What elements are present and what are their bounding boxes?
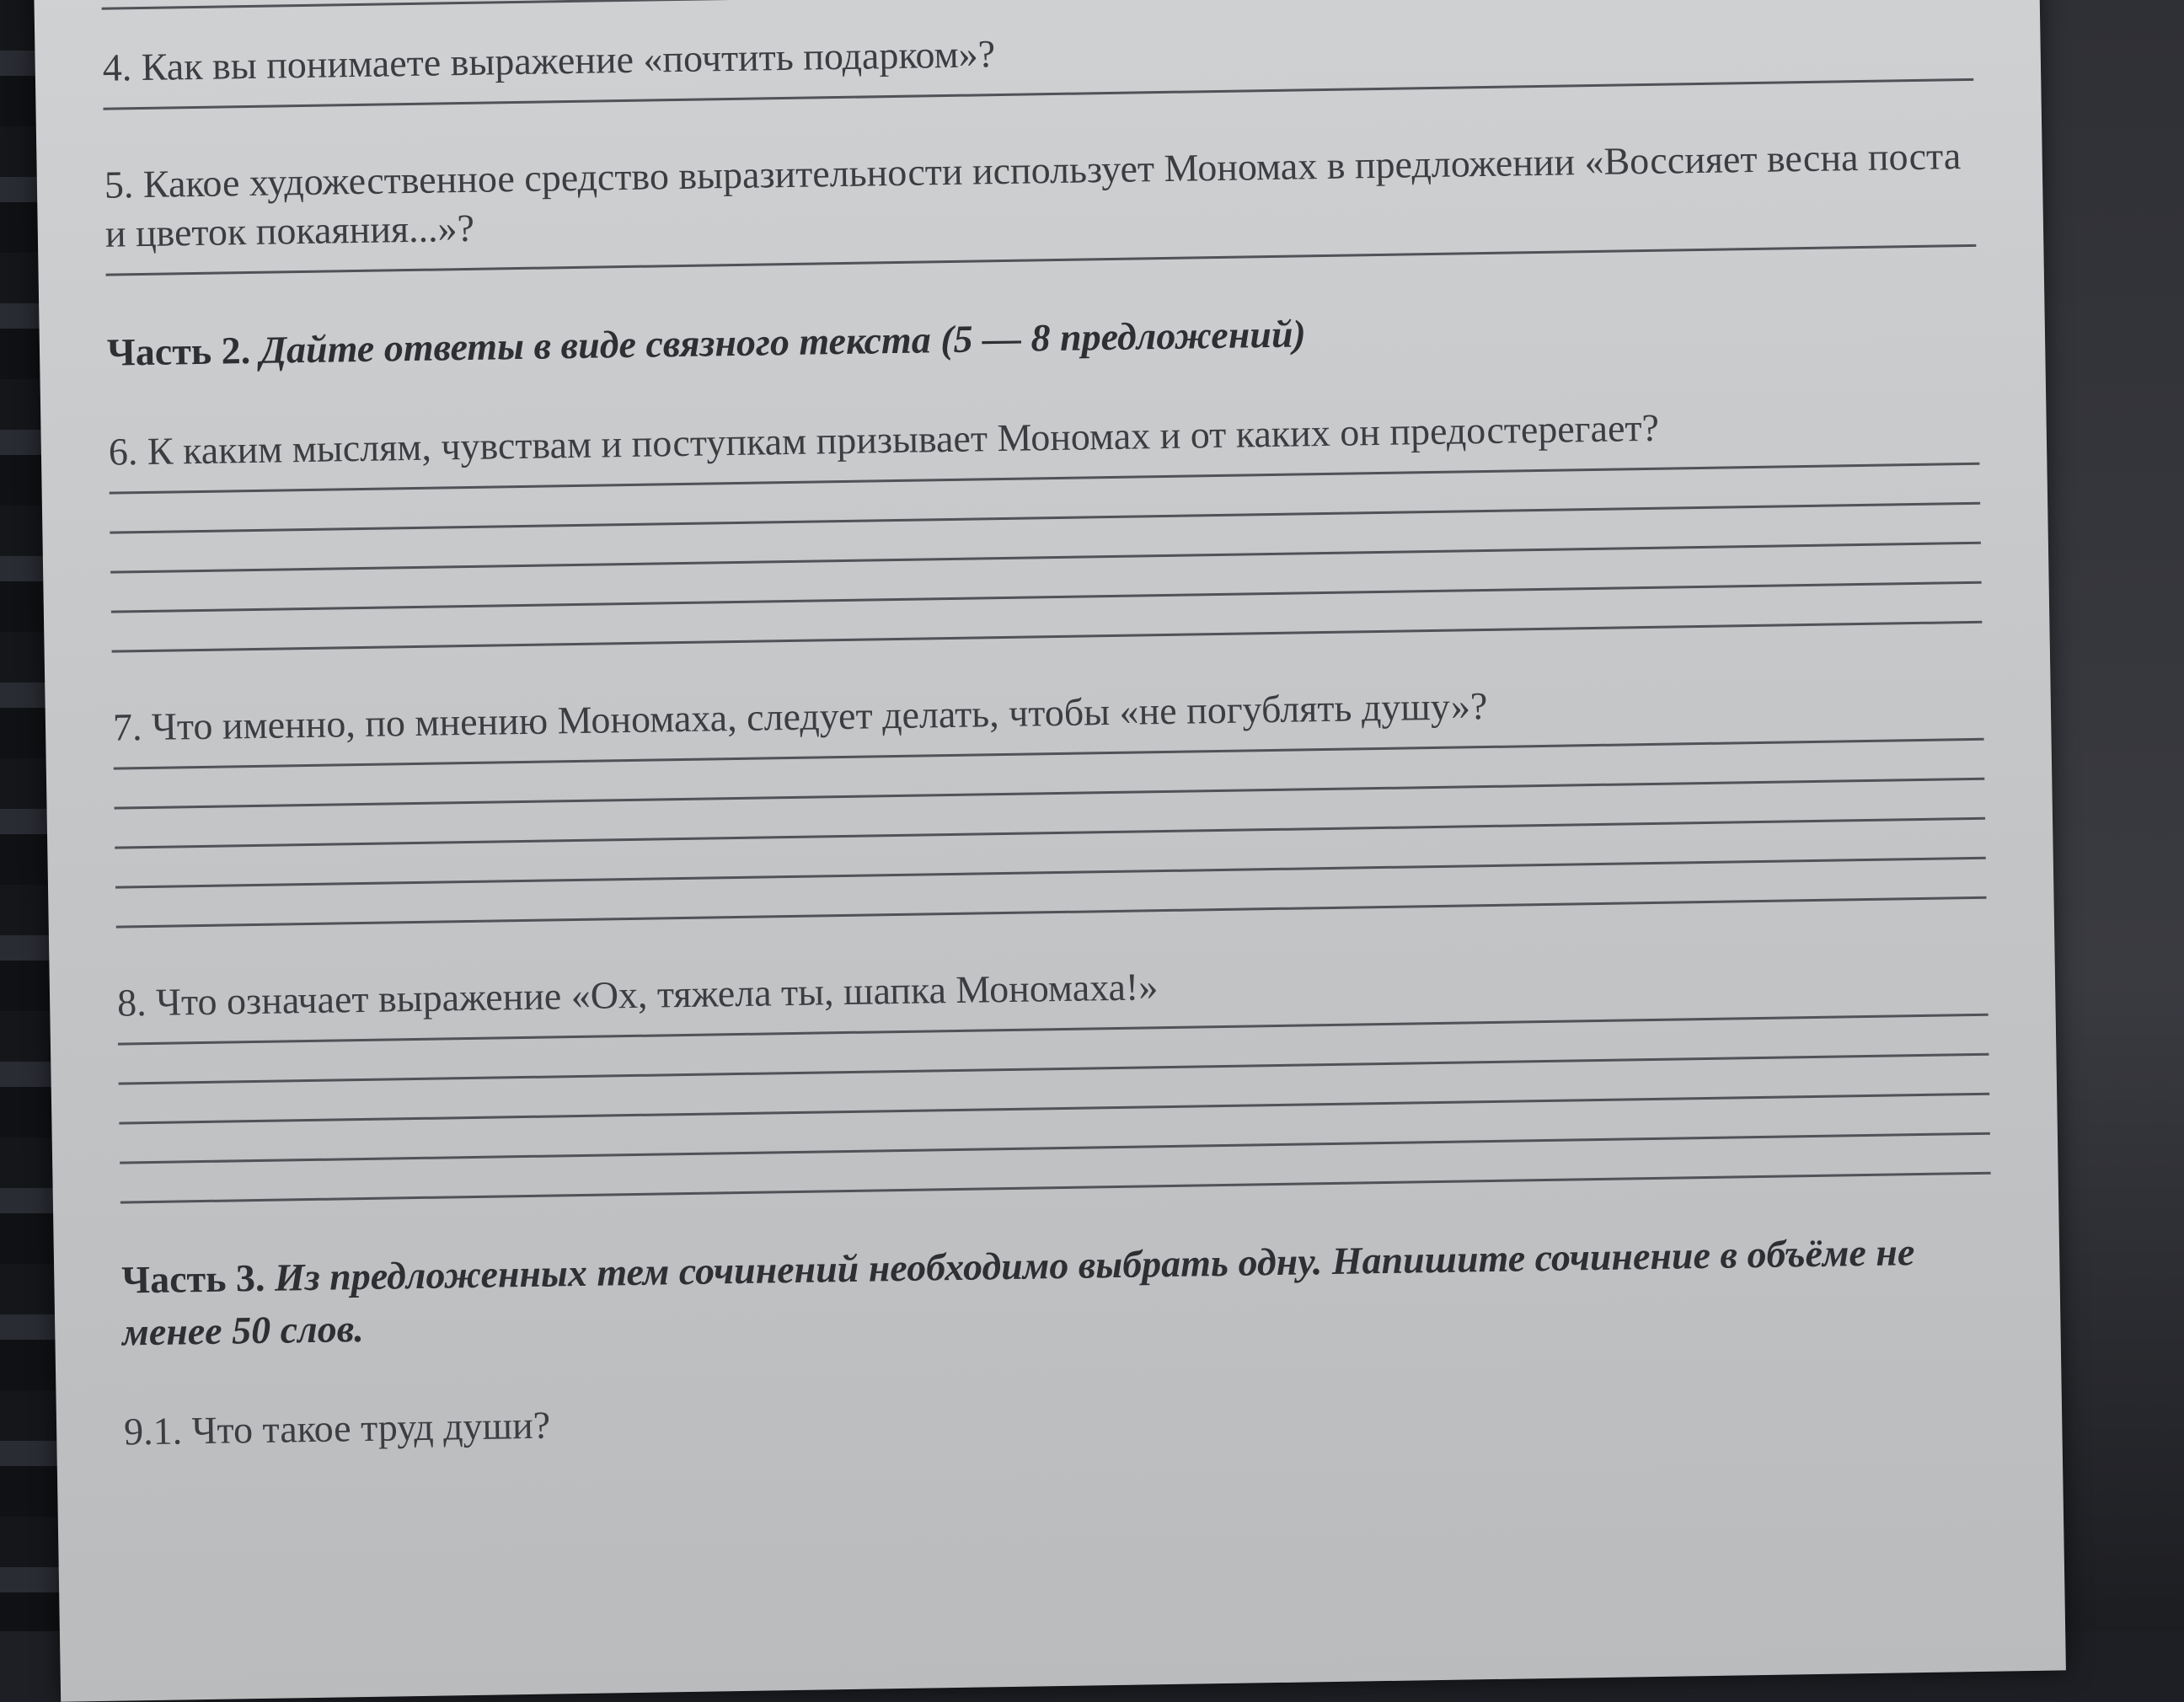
answer-line[interactable] (115, 817, 1985, 849)
part3-instruction: Из предложенных тем сочинений необходимо выбрать одну. Напишите сочинение в объёме не менее 50 слов. (121, 1230, 1915, 1354)
answer-line-prev[interactable] (102, 0, 1973, 10)
part2-instruction: Дайте ответы в виде связного текста (5 — 8 предложений) (260, 312, 1307, 372)
answer-line[interactable] (120, 1132, 1990, 1164)
answer-line[interactable] (110, 502, 1980, 534)
worksheet-page (34, 0, 2066, 1702)
answer-line[interactable] (115, 778, 1985, 810)
answer-line[interactable] (111, 581, 1982, 613)
worksheet-content (102, 0, 1995, 1457)
part3-heading (121, 1225, 1994, 1359)
answer-line[interactable] (119, 1093, 1989, 1125)
answer-line[interactable] (115, 857, 1986, 889)
question-text: 7. Что именно, по мнению Мономаха, следует делать, чтобы «не погублять душу»? (112, 684, 1488, 749)
question-block (104, 131, 1976, 276)
question-text: 5. Какое художественное средство выразительности использует Мономах в предложении «Воссияет весна поста и цветок покаяния...»? (104, 134, 1962, 255)
answer-line[interactable] (120, 1172, 1991, 1204)
question-text: 4. Как вы понимаете выражение «почтить подарком»? (102, 32, 996, 89)
answer-line[interactable] (116, 896, 1987, 929)
part2-heading (107, 297, 1978, 379)
essay-topic-9-1: 9.1. Что такое труд души? (123, 1403, 551, 1453)
question-block (117, 950, 1991, 1204)
answer-line[interactable] (112, 621, 1983, 653)
part2-questions (108, 399, 1990, 1204)
question-text: 8. Что означает выражение «Ох, тяжела ты, шапка Мономаха!» (116, 965, 1159, 1025)
question-block (108, 399, 1982, 653)
question-block (102, 14, 1973, 110)
part3-label: Часть 3. (120, 1255, 265, 1302)
question-text: 6. К каким мыслям, чувствам и поступкам призывает Мономах и от каких он предостерегает? (108, 405, 1660, 474)
part1-questions (102, 14, 1976, 276)
question-block (113, 674, 1987, 929)
part2-label: Часть 2. (106, 329, 251, 374)
answer-line[interactable] (110, 542, 1981, 574)
answer-line[interactable] (119, 1053, 1989, 1085)
